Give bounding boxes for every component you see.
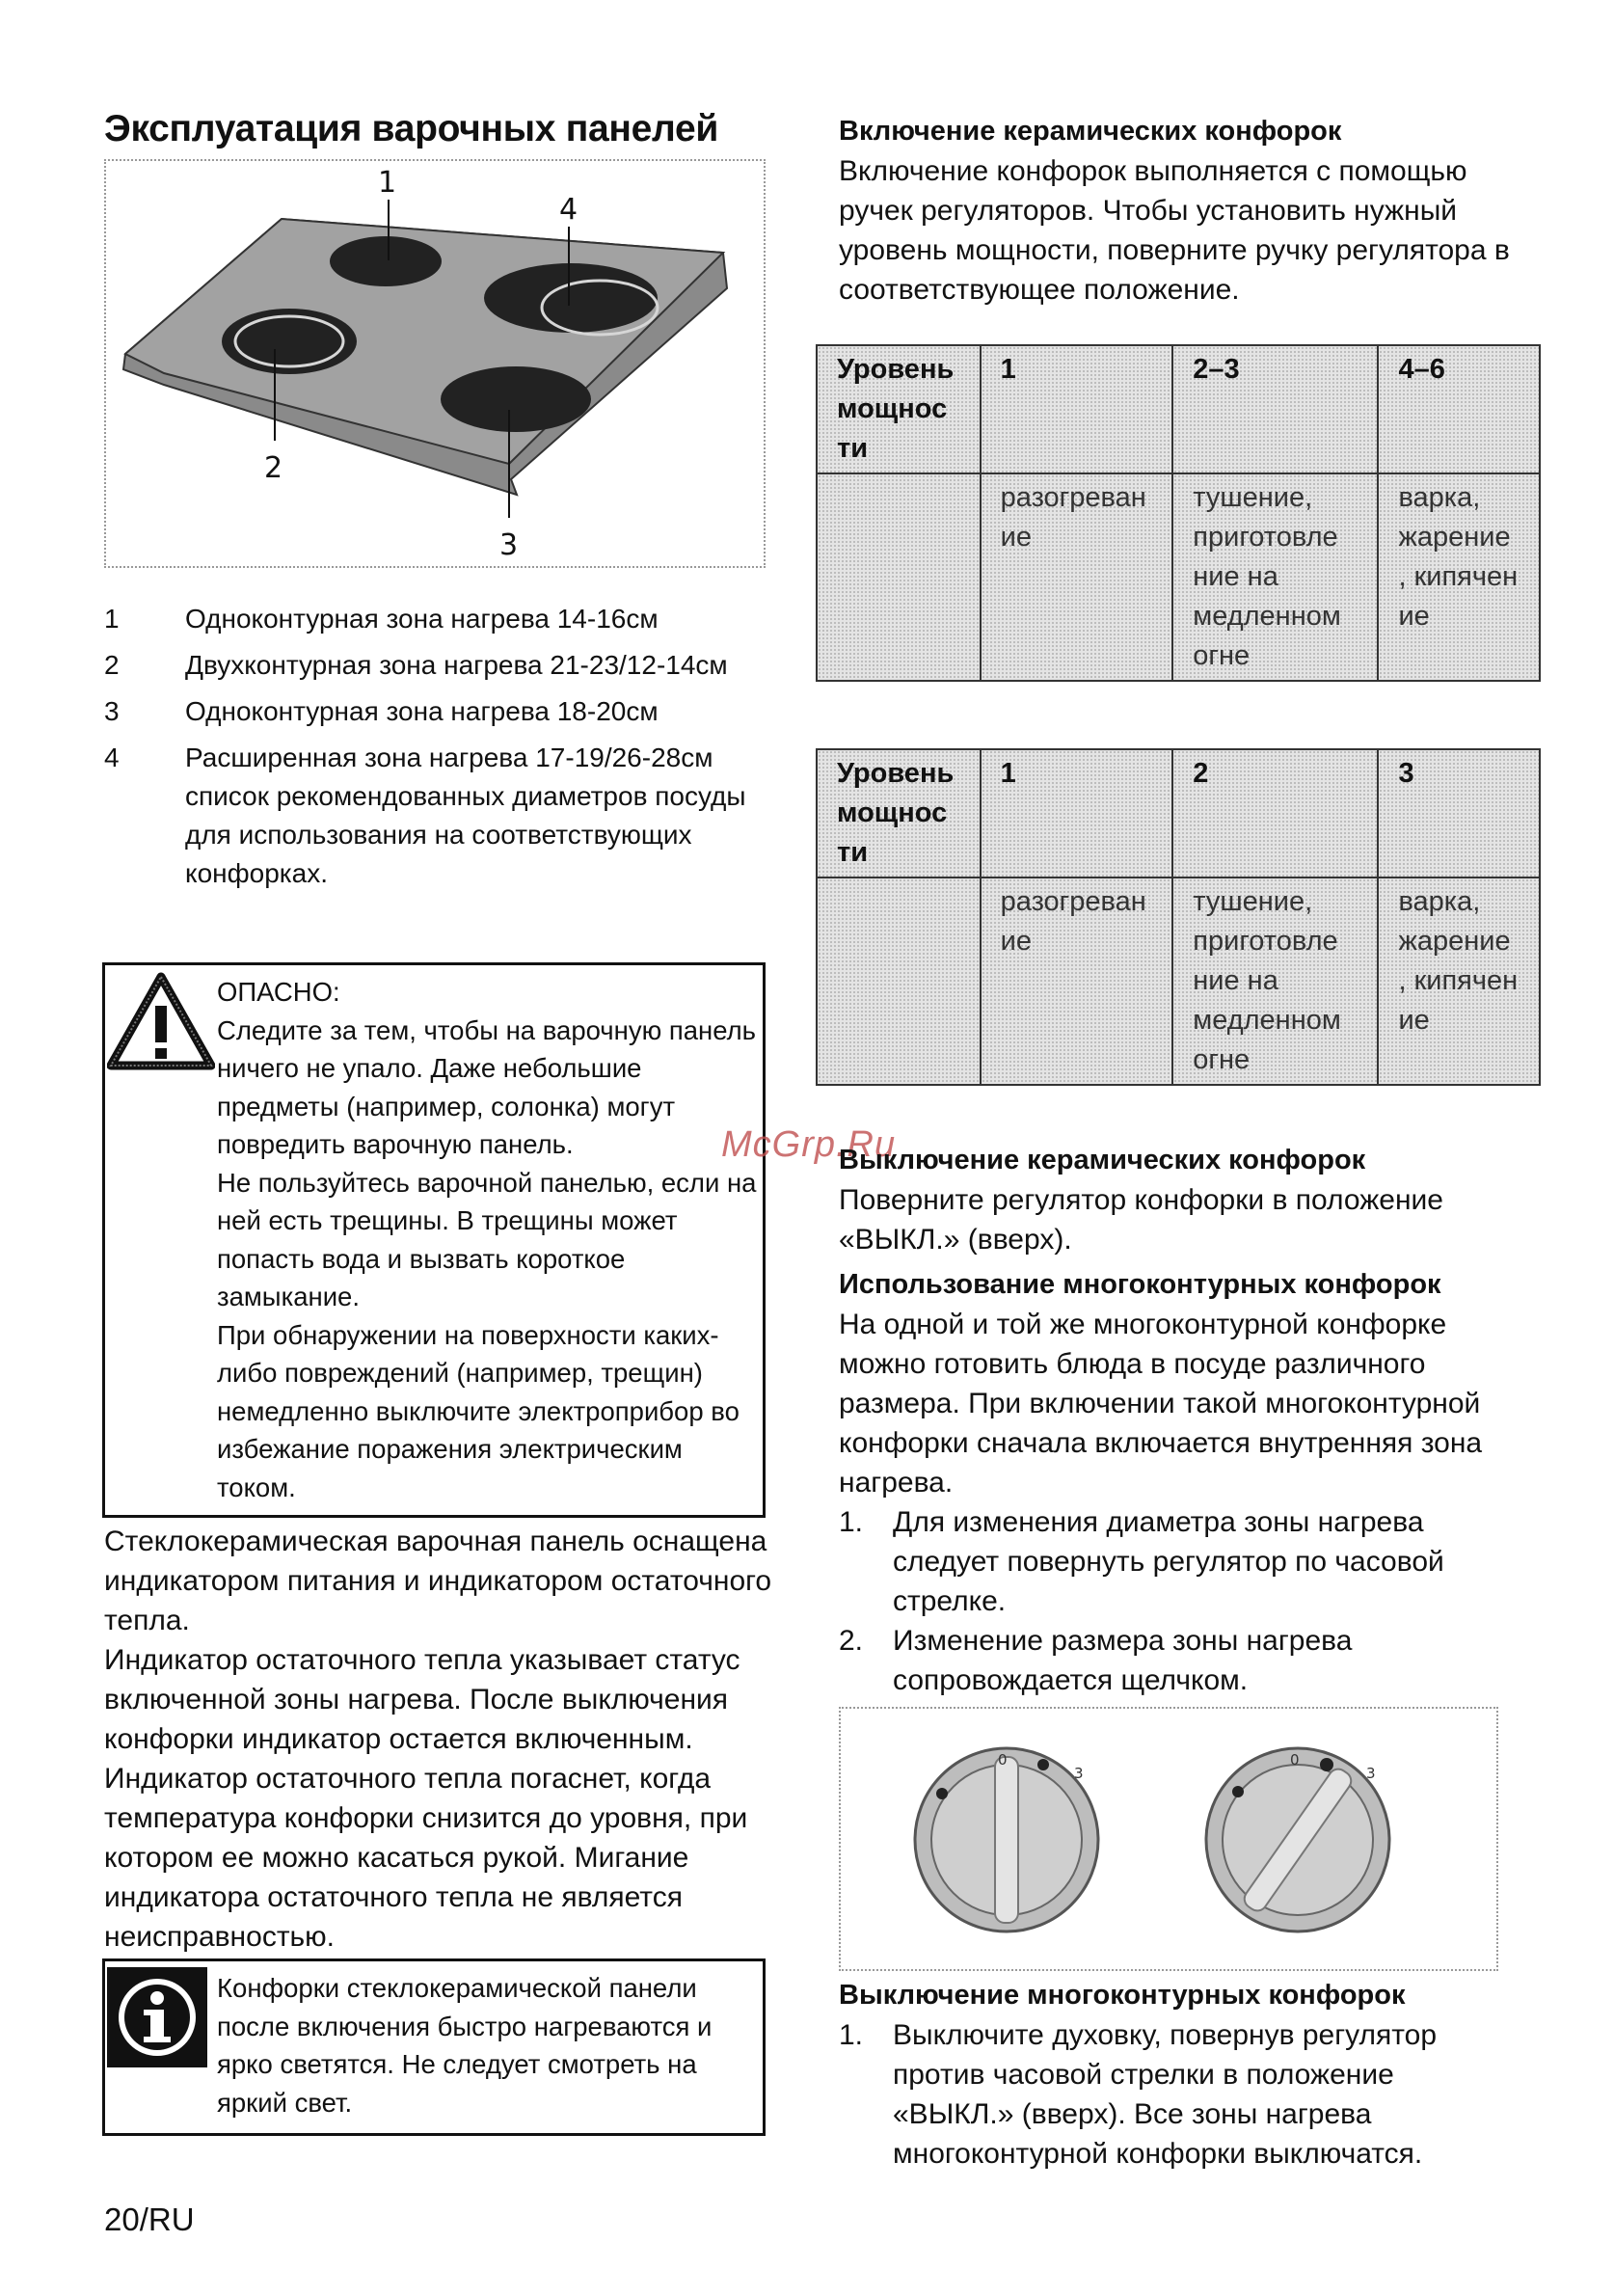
list-item-number: 1. bbox=[839, 1506, 864, 1538]
zone-2 bbox=[222, 309, 357, 374]
multi-off-heading: Выключение многоконтурных конфорок bbox=[839, 1980, 1406, 2011]
zone-legend-text: Расширенная зона нагрева 17-19/26-28см список рекомендованных диаметров посуды для использования на соответствующих конфорках. bbox=[185, 743, 746, 888]
list-item bbox=[839, 1621, 1514, 1700]
list-item bbox=[839, 1502, 1514, 1621]
indicator-paragraph: Индикатор остаточного тепла указывает статус включенной зоны нагрева. После выключения конфорки индикатор остается включенным. Индикатор остаточного тепла погаснет, когда температура конфорки снизится до уровня, при котором ее можно касаться рукой. Мигание индикатора остаточного тепла не является неисправностью. bbox=[104, 1644, 748, 1953]
list-item-text: Выключите духовку, повернув регулятор против часовой стрелки в положение «ВЫКЛ.» (вверх). Все зоны нагрева многоконтурной конфорки выключатся. bbox=[893, 2019, 1438, 2170]
table-header-cell: Уровень мощнос ти bbox=[817, 749, 981, 878]
zone-legend-item bbox=[104, 646, 779, 685]
switch-off-text: Поверните регулятор конфорки в положение «ВЫКЛ.» (вверх). bbox=[839, 1184, 1443, 1256]
knob-label-off: 0 bbox=[1290, 1751, 1300, 1769]
table-header-cell: 2 bbox=[1172, 749, 1378, 878]
page-number: 20/RU bbox=[104, 2201, 195, 2237]
hob-diagram bbox=[106, 161, 764, 566]
zone-legend-text: Одноконтурная зона нагрева 18-20см bbox=[185, 696, 659, 726]
hob-illustration bbox=[104, 159, 766, 568]
callout-2: 2 bbox=[264, 451, 283, 485]
table-header-cell: 2–3 bbox=[1172, 345, 1378, 473]
zone-1 bbox=[330, 236, 442, 286]
table-cell: варка, жарение , кипячен ие bbox=[1378, 878, 1540, 1085]
warning-triangle-icon bbox=[107, 971, 215, 1071]
multi-off-section bbox=[839, 1976, 1514, 2174]
zone-legend-number: 1 bbox=[104, 604, 120, 634]
switch-off-heading: Выключение керамических конфорок bbox=[839, 1145, 1366, 1175]
multi-zone-text: На одной и той же многоконтурной конфорке можно готовить блюда в посуде различного размера. При включении такой многоконтурной конфорки сначала включается внутренняя зона нагрева. bbox=[839, 1309, 1483, 1499]
list-item-text: Для изменения диаметра зоны нагрева следует повернуть регулятор по часовой стрелке. bbox=[893, 1506, 1444, 1617]
switch-on-heading: Включение керамических конфорок bbox=[839, 116, 1342, 147]
table-cell: разогреван ие bbox=[981, 473, 1173, 681]
multi-zone-heading: Использование многоконтурных конфорок bbox=[839, 1269, 1441, 1300]
multi-off-list bbox=[839, 2015, 1514, 2174]
callout-4: 4 bbox=[559, 193, 578, 227]
warning-heading: ОПАСНО: bbox=[217, 977, 340, 1007]
warning-paragraph: При обнаружении на поверхности каких-либо повреждений (например, трещин) немедленно выключите электроприбор во избежание поражения электрическим током. bbox=[217, 1319, 740, 1502]
power-level-table-2 bbox=[816, 748, 1541, 1086]
table-cell: варка, жарение , кипячен ие bbox=[1378, 473, 1540, 681]
zone-legend-text: Двухконтурная зона нагрева 21-23/12-14см bbox=[185, 650, 728, 680]
zone-legend-text: Одноконтурная зона нагрева 14-16см bbox=[185, 604, 659, 634]
warning-paragraph: Не пользуйтесь варочной панелью, если на ней есть трещины. В трещины может попасть вода и вызвать короткое замыкание. bbox=[217, 1167, 757, 1311]
info-icon bbox=[107, 1967, 207, 2067]
zone-legend-number: 2 bbox=[104, 650, 120, 680]
info-box bbox=[102, 1958, 766, 2136]
table-header-row bbox=[817, 749, 1540, 878]
table-cell bbox=[817, 473, 981, 681]
switch-on-text: Включение конфорок выполняется с помощью ручек регуляторов. Чтобы установить нужный уровень мощности, поверните ручку регулятора в соответствующее положение. bbox=[839, 155, 1510, 306]
callout-3: 3 bbox=[499, 528, 519, 562]
zone-legend-item bbox=[104, 739, 779, 893]
power-level-table-1 bbox=[816, 344, 1541, 682]
warning-paragraph: Следите за тем, чтобы на варочную панель ничего не упало. Даже небольшие предметы (например, солонка) могут повредить варочную панель. bbox=[217, 1014, 756, 1159]
table-cell bbox=[817, 878, 981, 1085]
table-header-row bbox=[817, 345, 1540, 473]
control-knob-1 bbox=[915, 1748, 1098, 1931]
table-header-cell: 4–6 bbox=[1378, 345, 1540, 473]
switch-on-section bbox=[839, 112, 1514, 310]
knob-label-max: 3 bbox=[1366, 1765, 1376, 1782]
knobs-illustration bbox=[839, 1707, 1498, 1971]
list-item-text: Изменение размера зоны нагрева сопровождается щелчком. bbox=[893, 1625, 1353, 1696]
zone-legend-number: 4 bbox=[104, 743, 120, 772]
info-text: Конфорки стеклокерамической панели после включения быстро нагреваются и ярко светятся. Не следует смотреть на яркий свет. bbox=[217, 1973, 713, 2118]
zone-legend-number: 3 bbox=[104, 696, 120, 726]
control-knob-2 bbox=[1206, 1748, 1389, 1931]
table-cell: тушение, приготовле ние на медленном огне bbox=[1172, 473, 1378, 681]
page-title: Эксплуатация варочных панелей bbox=[104, 108, 719, 149]
table-header-cell: 1 bbox=[981, 345, 1173, 473]
table-cell: тушение, приготовле ние на медленном огне bbox=[1172, 878, 1378, 1085]
zone-legend bbox=[104, 600, 779, 901]
list-item bbox=[839, 2015, 1514, 2174]
watermark: McGrp.Ru bbox=[721, 1124, 897, 1165]
zone-4 bbox=[484, 263, 658, 333]
table-row bbox=[817, 473, 1540, 681]
zone-legend-item bbox=[104, 692, 779, 731]
list-item-number: 1. bbox=[839, 2019, 864, 2051]
warning-box bbox=[102, 962, 766, 1518]
table-header-cell: 1 bbox=[981, 749, 1173, 878]
table-cell: разогреван ие bbox=[981, 878, 1173, 1085]
indicator-section bbox=[104, 1522, 779, 1957]
knobs-diagram bbox=[841, 1709, 1496, 1969]
indicator-paragraph: Стеклокерамическая варочная панель оснащена индикатором питания и индикатором остаточного тепла. bbox=[104, 1526, 772, 1636]
switch-off-section bbox=[839, 1141, 1514, 1700]
list-item-number: 2. bbox=[839, 1625, 864, 1657]
table-header-cell: Уровень мощнос ти bbox=[817, 345, 981, 473]
table-row bbox=[817, 878, 1540, 1085]
multi-zone-list bbox=[839, 1502, 1514, 1700]
table-header-cell: 3 bbox=[1378, 749, 1540, 878]
zone-legend-item bbox=[104, 600, 779, 638]
knob-label-off: 0 bbox=[998, 1751, 1008, 1769]
zone-3 bbox=[441, 366, 591, 432]
callout-1: 1 bbox=[378, 166, 397, 200]
knob-label-max: 3 bbox=[1074, 1765, 1084, 1782]
